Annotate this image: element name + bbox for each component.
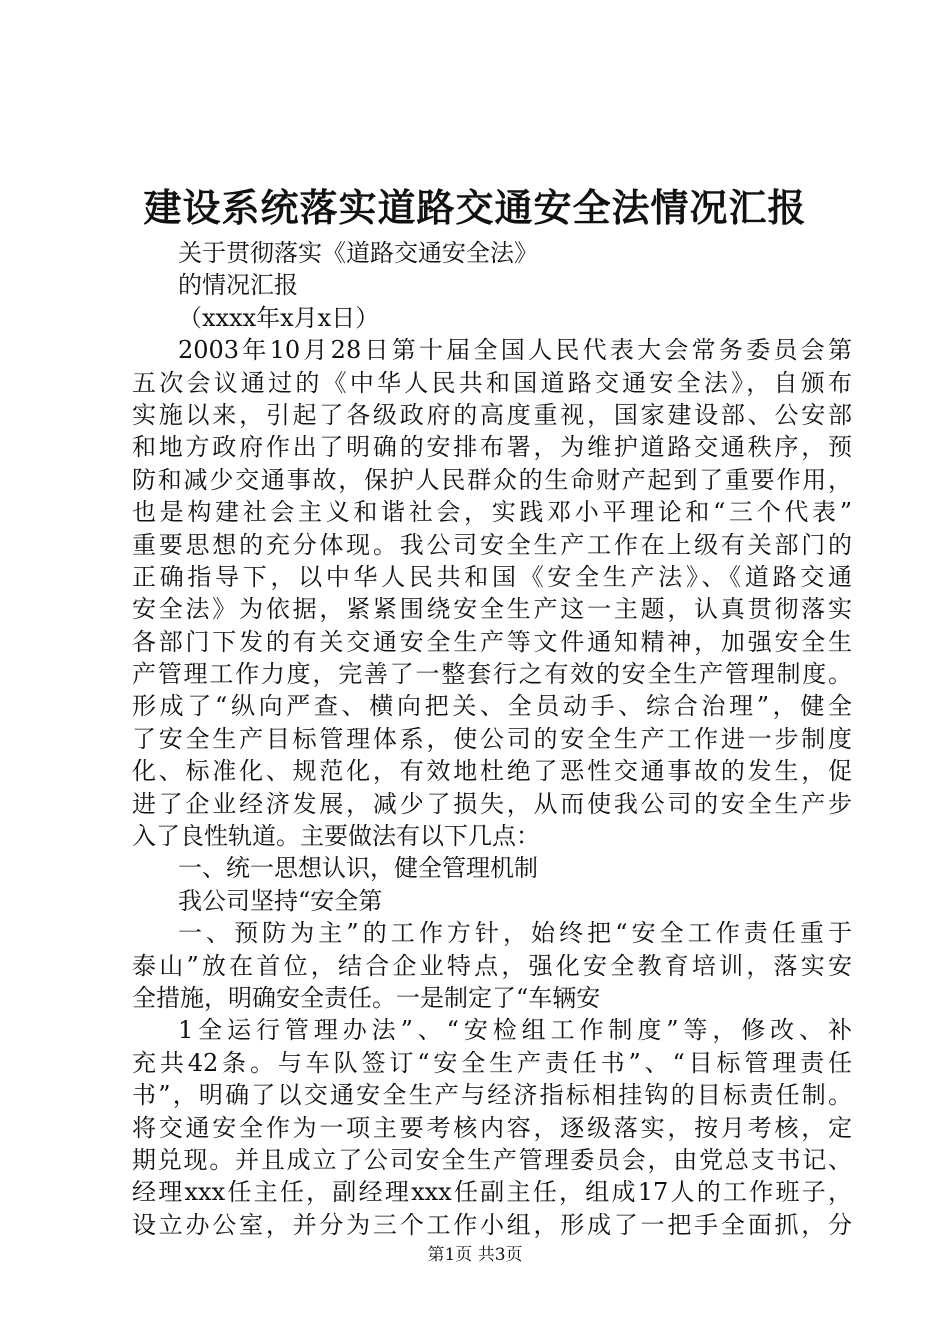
paragraph-line: 设立办公室，并分为三个工作小组，形成了一把手全面抓，分 bbox=[132, 1210, 852, 1239]
paragraph-line: 形成了“纵向严查、横向把关、全员动手、综合治理”，健全 bbox=[132, 692, 852, 721]
paragraph-line: 经理xxx任主任，副经理xxx任副主任，组成17人的工作班子， bbox=[132, 1178, 852, 1207]
paragraph-line: 1全运行管理办法”、“安检组工作制度”等，修改、补 bbox=[178, 1016, 852, 1045]
section-heading: 一、统一思想认识，健全管理机制 bbox=[178, 854, 538, 883]
paragraph-line: 充共42条。与车队签订“安全生产责任书”、“目标管理责任 bbox=[132, 1048, 852, 1077]
document-body bbox=[132, 237, 852, 1241]
paragraph-line: 书”，明确了以交通安全生产与经济指标相挂钩的目标责任制。 bbox=[132, 1081, 852, 1110]
paragraph-line: 实施以来，引起了各级政府的高度重视，国家建设部、公安部 bbox=[132, 400, 852, 429]
paragraph-line: 重要思想的充分体现。我公司安全生产工作在上级有关部门的 bbox=[132, 530, 852, 559]
paragraph-line: 安全法》为依据，紧紧围绕安全生产这一主题，认真贯彻落实 bbox=[132, 595, 852, 624]
paragraph-line: 正确指导下，以中华人民共和国《安全生产法》、《道路交通 bbox=[132, 562, 852, 591]
paragraph-line: 产管理工作力度，完善了一整套行之有效的安全生产管理制度。 bbox=[132, 660, 852, 689]
paragraph-line: 入了良性轨道。主要做法有以下几点： bbox=[132, 822, 540, 851]
paragraph-line: 化、标准化、规范化，有效地杜绝了恶性交通事故的发生，促 bbox=[132, 757, 852, 786]
paragraph-line: 和地方政府作出了明确的安排布署，为维护道路交通秩序，预 bbox=[132, 433, 852, 462]
paragraph-line: 五次会议通过的《中华人民共和国道路交通安全法》，自颁布 bbox=[132, 368, 852, 397]
subtitle-line: 关于贯彻落实《道路交通安全法》 bbox=[178, 239, 538, 267]
page-footer: 第1页 共3页 bbox=[427, 1245, 523, 1265]
document-title: 建设系统落实道路交通安全法情况汇报 bbox=[143, 185, 807, 230]
paragraph-line: 了安全生产目标管理体系，使公司的安全生产工作进一步制度 bbox=[132, 724, 852, 753]
date-line: （xxxx年x月x日） bbox=[178, 303, 380, 332]
paragraph-line: 期兑现。并且成立了公司安全生产管理委员会，由党总支书记、 bbox=[132, 1145, 852, 1174]
paragraph-line: 防和减少交通事故，保护人民群众的生命财产起到了重要作用， bbox=[132, 465, 852, 494]
paragraph-line: 我公司坚持“安全第 bbox=[178, 886, 383, 915]
paragraph-line: 将交通安全作为一项主要考核内容，逐级落实，按月考核，定 bbox=[132, 1113, 852, 1142]
subtitle-line: 的情况汇报 bbox=[178, 271, 298, 300]
paragraph-line: 全措施，明确安全责任。一是制定了“车辆安 bbox=[132, 983, 601, 1012]
paragraph-line: 泰山”放在首位，结合企业特点，强化安全教育培训，落实安 bbox=[132, 951, 852, 980]
paragraph-line: 也是构建社会主义和谐社会，实践邓小平理论和“三个代表” bbox=[132, 498, 852, 527]
paragraph-line: 2003年10月28日第十届全国人民代表大会常务委员会第 bbox=[178, 336, 852, 365]
paragraph-line: 一、预防为主”的工作方针，始终把“安全工作责任重于 bbox=[178, 919, 852, 948]
paragraph-line: 各部门下发的有关交通安全生产等文件通知精神，加强安全生 bbox=[132, 627, 852, 656]
paragraph-line: 进了企业经济发展，减少了损失，从而使我公司的安全生产步 bbox=[132, 789, 852, 818]
